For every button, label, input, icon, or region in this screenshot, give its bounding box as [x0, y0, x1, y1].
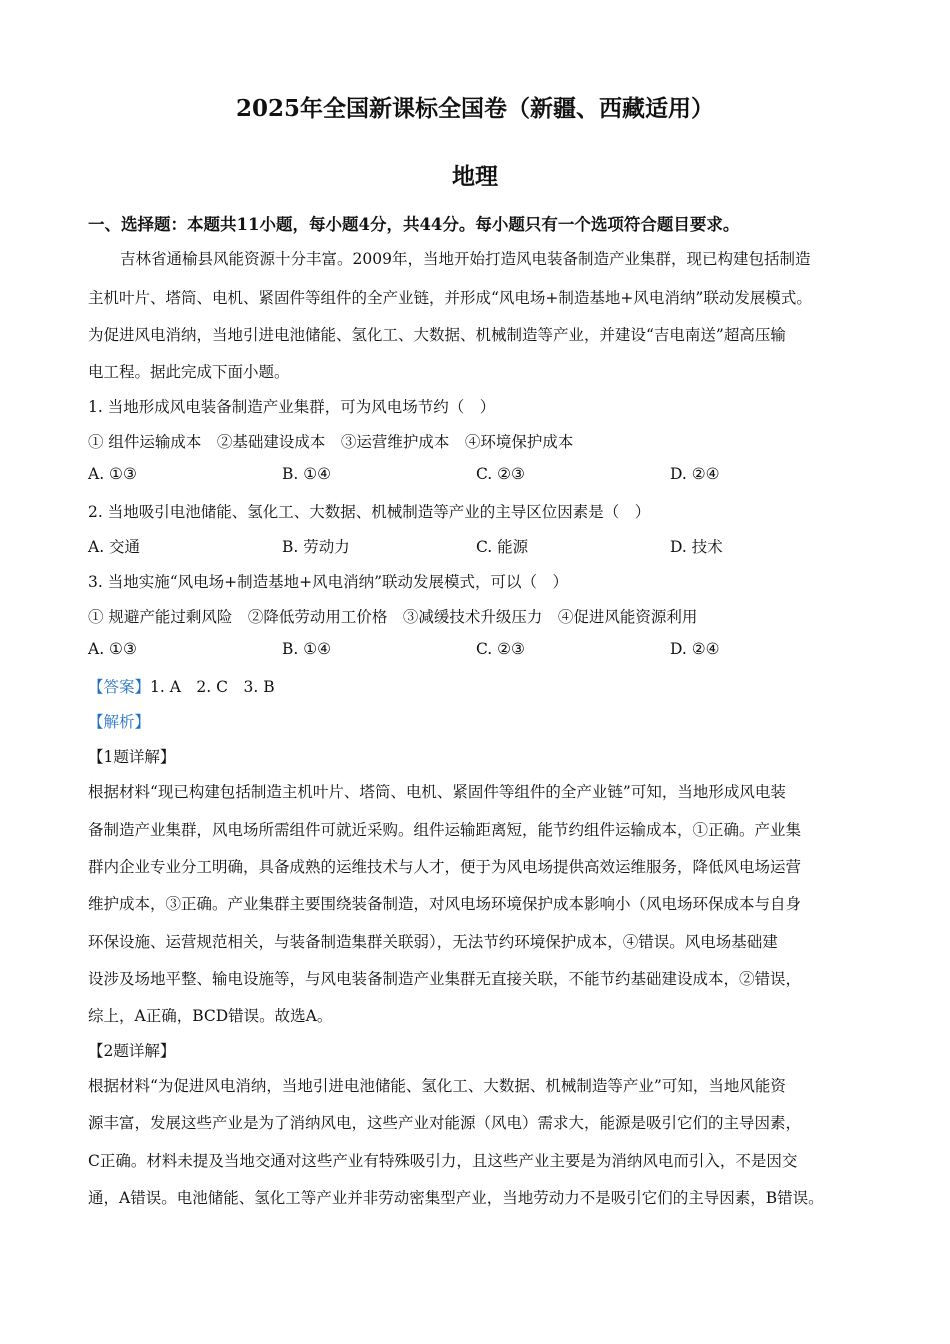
option-a: A. ①③: [88, 640, 137, 658]
q2-detail-heading: 【2题详解】: [88, 1042, 176, 1060]
option-c: C. ②③: [476, 640, 525, 658]
option-a: A. ①③: [88, 465, 137, 483]
answer-line: [88, 675, 275, 697]
analysis-line: 设涉及场地平整、输电设施等，与风电装备制造产业集群无直接关联，不能节约基础建设成本，②错误，: [88, 970, 802, 988]
passage-line: 主机叶片、塔筒、电机、紧固件等组件的全产业链，并形成“风电场+制造基地+风电消纳”联动发展模式。: [88, 289, 812, 307]
option-a: A. 交通: [88, 538, 141, 556]
passage-line: 吉林省通榆县风能资源十分丰富。2009年，当地开始打造风电装备制造产业集群，现已构建包括制造: [120, 250, 811, 268]
analysis-line: 根据材料“现已构建包括制造主机叶片、塔筒、电机、紧固件等组件的全产业链”可知，当地形成风电装: [88, 783, 786, 801]
analysis-line: 维护成本，③正确。产业集群主要围绕装备制造，对风电场环境保护成本影响小（风电场环保成本与自身: [88, 895, 802, 913]
analysis-line: 备制造产业集群，风电场所需组件可就近采购。组件运输距离短，能节约组件运输成本，①正确。产业集: [88, 821, 802, 839]
option-d: D. 技术: [670, 538, 723, 556]
passage-line: 为促进风电消纳，当地引进电池储能、氢化工、大数据、机械制造等产业，并建设“吉电南送”超高压输: [88, 326, 786, 344]
analysis-line: C正确。材料未提及当地交通对这些产业有特殊吸引力，且这些产业主要是为消纳风电而引入，不是因交: [88, 1152, 798, 1170]
option-c: C. 能源: [476, 538, 529, 556]
section-heading: 一、选择题：本题共11小题，每小题4分，共44分。每小题只有一个选项符合题目要求。: [88, 215, 740, 234]
q1-detail-heading: 【1题详解】: [88, 748, 176, 766]
option-b: B. 劳动力: [282, 538, 350, 556]
question-stem: 2. 当地吸引电池储能、氢化工、大数据、机械制造等产业的主导区位因素是（ ）: [88, 503, 651, 521]
answer-text: 1. A 2. C 3. B: [150, 678, 275, 696]
passage-line: 电工程。据此完成下面小题。: [88, 363, 290, 381]
page-title: 2025年全国新课标全国卷（新疆、西藏适用）: [235, 95, 714, 122]
option-b: B. ①④: [282, 640, 332, 658]
analysis-label: 【解析】: [88, 713, 151, 731]
analysis-line: 通，A错误。电池储能、氢化工等产业并非劳动密集型产业，当地劳动力不是吸引它们的主导因素，B错误。: [88, 1189, 824, 1207]
question-stem: 1. 当地形成风电装备制造产业集群，可为风电场节约（ ）: [88, 398, 496, 416]
option-c: C. ②③: [476, 465, 525, 483]
answer-label: 【答案】: [88, 678, 151, 696]
question-stem: 3. 当地实施“风电场+制造基地+风电消纳”联动发展模式，可以（ ）: [88, 573, 569, 591]
option-d: D. ②④: [670, 640, 720, 658]
subject-title: 地理: [452, 163, 498, 190]
analysis-line: 根据材料“为促进风电消纳，当地引进电池储能、氢化工、大数据、机械制造等产业”可知，当地风能资: [88, 1077, 786, 1095]
option-d: D. ②④: [670, 465, 720, 483]
question-statements: ① 组件运输成本 ②基础建设成本 ③运营维护成本 ④环境保护成本: [88, 433, 574, 451]
question-statements: ① 规避产能过剩风险 ②降低劳动用工价格 ③减缓技术升级压力 ④促进风能资源利用: [88, 608, 698, 626]
analysis-line: 源丰富，发展这些产业是为了消纳风电，这些产业对能源（风电）需求大，能源是吸引它们的主导因素，: [88, 1114, 802, 1132]
analysis-line: 综上，A正确，BCD错误。故选A。: [88, 1007, 333, 1025]
analysis-line: 群内企业专业分工明确，具备成熟的运维技术与人才，便于为风电场提供高效运维服务，降低风电场运营: [88, 858, 802, 876]
analysis-line: 环保设施、运营规范相关，与装备制造集群关联弱），无法节约环境保护成本，④错误。风电场基础建: [88, 933, 778, 951]
option-b: B. ①④: [282, 465, 332, 483]
